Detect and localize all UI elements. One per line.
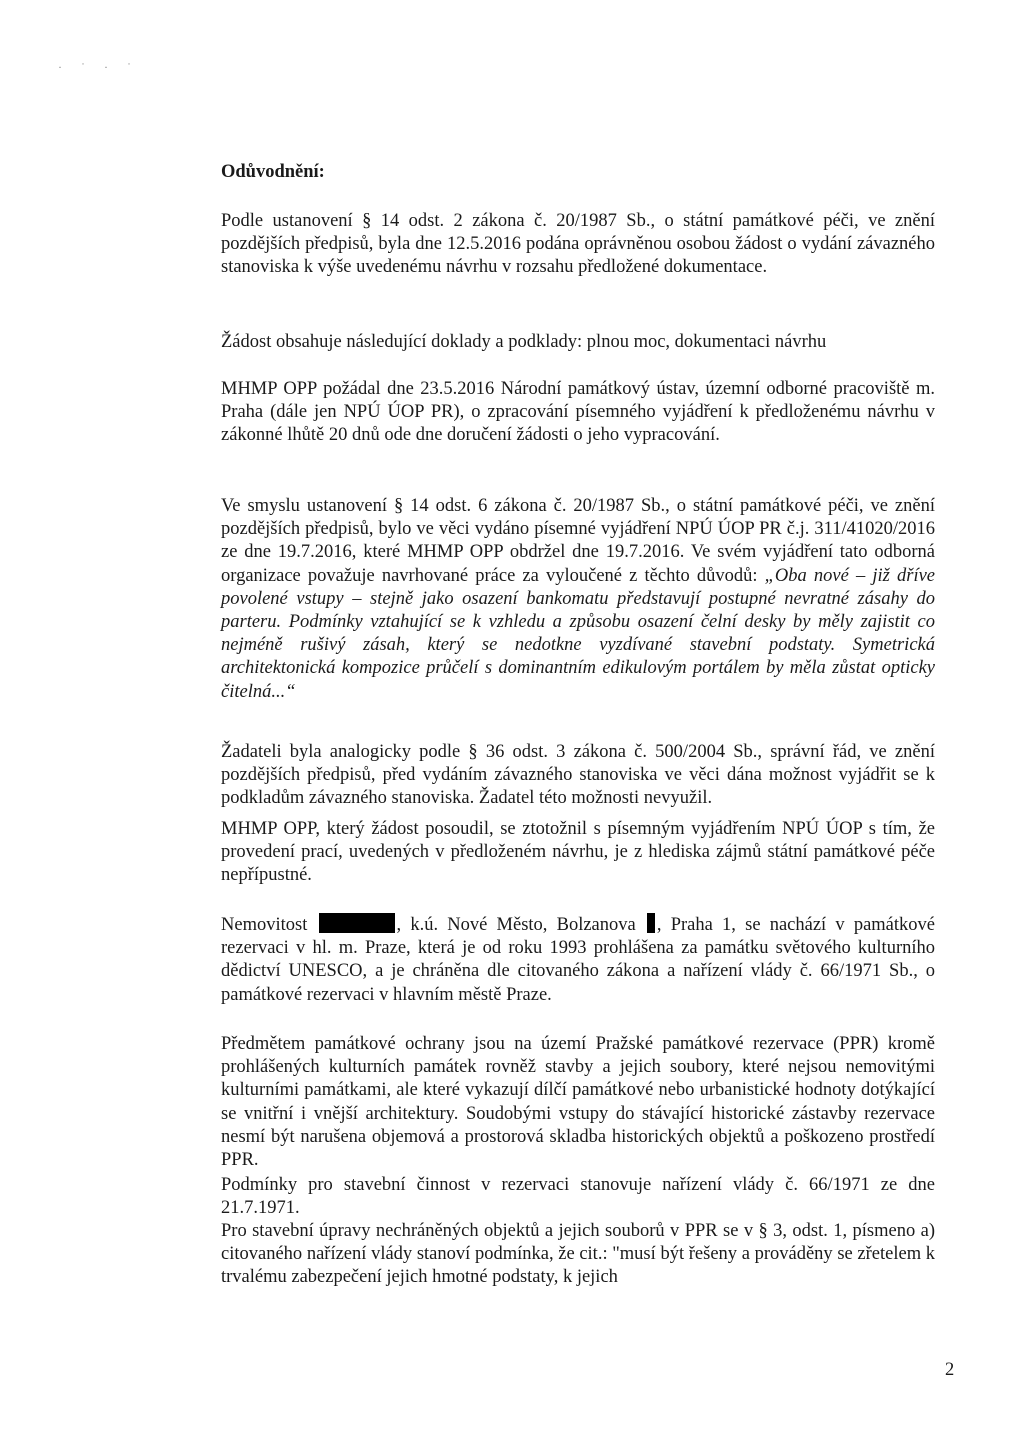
property-text-end: , Praha 1, se nachází v památkové rezervaci v hl. m. Praze, která je od roku 1993 prohlášena za památku světového kulturního dědictví UNESCO, a je chráněna dle citovaného zákona a nařízení vlády č. 66/1971 Sb., o památkové rezervaci v hlavním městě Praze. (221, 915, 935, 1005)
paragraph-assessment: MHMP OPP, který žádost posoudil, se ztotožnil s písemným vyjádřením NPÚ ÚOP s tím, že provedení prací, uvedených v předloženém návrhu, je z hlediska zájmů státní památkové péče nepřípustné. (221, 819, 935, 886)
paragraph-construction-conditions: Podmínky pro stavební činnost v rezervaci stanovuje nařízení vlády č. 66/1971 ze dne 21.7.1971. (221, 1175, 935, 1219)
paragraph-applicant-notice: Žadateli byla analogicky podle § 36 odst. 3 zákona č. 500/2004 Sb., správní řád, ve znění pozdějších předpisů, před vydáním závazného stanoviska ve věci dána možnost vyjádřit se k podkladům závazného stanoviska. Žadatel této možnosti nevyužil. (221, 742, 935, 809)
page-number: 2 (945, 1360, 955, 1380)
paragraph-attachments: Žádost obsahuje následující doklady a podklady: plnou moc, dokumentaci návrhu (221, 332, 827, 352)
paragraph-construction-rules: Pro stavební úpravy nechráněných objektů a jejich souborů v PPR se v § 3, odst. 1, písmeno a) citovaného nařízení vlády stanoví podmínka, že cit.: "musí být řešeny a prováděny se zřetelem k trvalému zabezpečení jejich hmotné podstaty, k jejich (221, 1221, 935, 1288)
paragraph-property (221, 913, 935, 1007)
property-text-start: Nemovitost (221, 915, 317, 935)
paragraph-legal-basis: Podle ustanovení § 14 odst. 2 zákona č. 20/1987 Sb., o státní památkové péči, ve znění pozdějších předpisů, byla dne 12.5.2016 podána oprávněnou osobou žádost o vydání závazného stanoviska k výše uvedenému návrhu v rozsahu předložené dokumentace. (221, 211, 935, 278)
paragraph-npu-request: MHMP OPP požádal dne 23.5.2016 Národní památkový ústav, územní odborné pracoviště m. Praha (dále jen NPÚ ÚOP PR), o zpracování písemného vyjádření k předloženému návrhu v zákonné lhůtě 20 dnů ode dne doručení žádosti o jeho vypracování. (221, 379, 935, 446)
npu-quotation: „Oba nové – již dříve povolené vstupy – stejně jako osazení bankomatu představují postupné nevratné zásahy do parteru. Podmínky vztahující se k vzhledu a způsobu osazení čelní desky by měly zajistit co nejméně rušivý zásah, který se nedotkne vyzdívané stavební podstaty. Symetrická architektonická kompozice průčelí s dominantním edikulovým portálem by měla zůstat opticky čitelná...“ (221, 565, 936, 702)
section-heading: Odůvodnění: (221, 162, 325, 182)
paragraph-protection-subject: Předmětem památkové ochrany jsou na území Pražské památkové rezervace (PPR) kromě prohlášených kulturních památek rovněž stavby a jejich soubory, které nejsou nemovitými kulturními památkami, ale které vykazují dílčí památkové nebo urbanistické hodnoty dotýkající se vnitřní i vnější architektury. Soudobými vstupy do stávající historické zástavby rezervace nesmí být narušena objemová a prostorová skladba historických objektů a poškozeno prostředí PPR. (221, 1034, 935, 1171)
paragraph-npu-statement (221, 495, 935, 704)
property-text-middle: , k.ú. Nové Město, Bolzanova (396, 915, 645, 935)
redaction-box (647, 913, 655, 933)
redaction-box (319, 913, 395, 933)
npu-statement-text: Ve smyslu ustanovení § 14 odst. 6 zákona č. 20/1987 Sb., o státní památkové péči, ve znění pozdějších předpisů, bylo ve věci vydáno písemné vyjádření NPÚ ÚOP PR č.j. 311/41020/2016 ze dne 19.7.2016, které MHMP OPP obdržel dne 19.7.2016. Ve svém vyjádření tato odborná organizace považuje navrhované práce za vyloučené z těchto důvodů: (221, 496, 935, 586)
scan-specks: · ˙ · ˙ (58, 60, 139, 74)
